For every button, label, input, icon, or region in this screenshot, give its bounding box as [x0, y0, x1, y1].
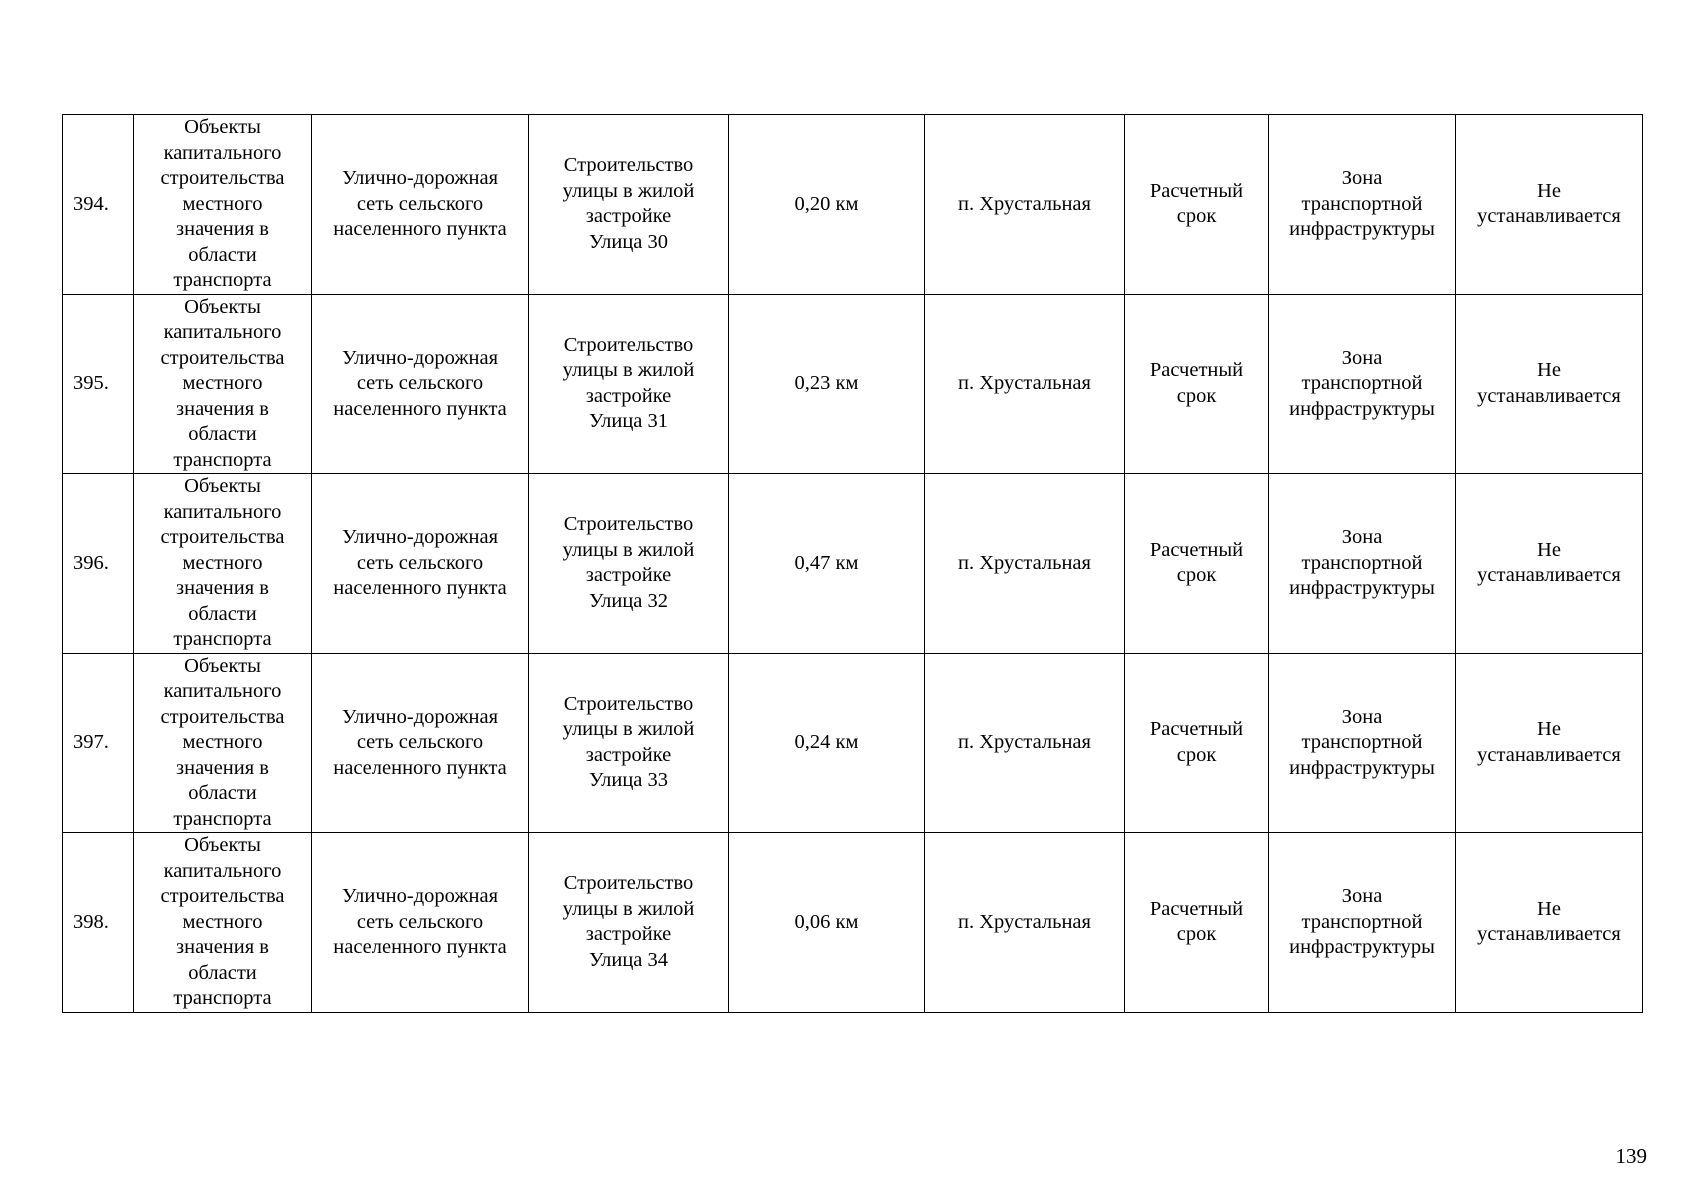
table-row: [63, 833, 1643, 1013]
description-cell: Строительство улицы в жилой застройке Улица 30: [529, 115, 729, 295]
object-type-cell: Объекты капитального строительства местного значения в области транспорта: [134, 833, 312, 1013]
term-cell: Расчетный срок: [1125, 294, 1269, 474]
location-cell: п. Хрустальная: [925, 115, 1125, 295]
row-number: 395.: [63, 294, 134, 474]
location-cell: п. Хрустальная: [925, 833, 1125, 1013]
zone-cell: Зона транспортной инфраструктуры: [1269, 653, 1456, 833]
description-cell: Строительство улицы в жилой застройке Улица 33: [529, 653, 729, 833]
row-number: 394.: [63, 115, 134, 295]
restriction-cell: Не устанавливается: [1456, 294, 1643, 474]
length-cell: 0,06 км: [729, 833, 925, 1013]
object-type-cell: Объекты капитального строительства местного значения в области транспорта: [134, 653, 312, 833]
restriction-cell: Не устанавливается: [1456, 833, 1643, 1013]
object-type-cell: Объекты капитального строительства местного значения в области транспорта: [134, 474, 312, 654]
objects-table: [62, 114, 1643, 1013]
location-cell: п. Хрустальная: [925, 294, 1125, 474]
length-cell: 0,47 км: [729, 474, 925, 654]
description-cell: Строительство улицы в жилой застройке Улица 31: [529, 294, 729, 474]
category-cell: Улично-дорожная сеть сельского населенного пункта: [312, 474, 529, 654]
table-row: [63, 115, 1643, 295]
location-cell: п. Хрустальная: [925, 474, 1125, 654]
category-cell: Улично-дорожная сеть сельского населенного пункта: [312, 653, 529, 833]
object-type-cell: Объекты капитального строительства местного значения в области транспорта: [134, 294, 312, 474]
table-row: [63, 294, 1643, 474]
restriction-cell: Не устанавливается: [1456, 115, 1643, 295]
category-cell: Улично-дорожная сеть сельского населенного пункта: [312, 294, 529, 474]
zone-cell: Зона транспортной инфраструктуры: [1269, 294, 1456, 474]
category-cell: Улично-дорожная сеть сельского населенного пункта: [312, 833, 529, 1013]
page-number: 139: [1615, 1144, 1647, 1168]
length-cell: 0,24 км: [729, 653, 925, 833]
zone-cell: Зона транспортной инфраструктуры: [1269, 115, 1456, 295]
description-cell: Строительство улицы в жилой застройке Улица 32: [529, 474, 729, 654]
description-cell: Строительство улицы в жилой застройке Улица 34: [529, 833, 729, 1013]
object-type-cell: Объекты капитального строительства местного значения в области транспорта: [134, 115, 312, 295]
term-cell: Расчетный срок: [1125, 115, 1269, 295]
row-number: 396.: [63, 474, 134, 654]
length-cell: 0,23 км: [729, 294, 925, 474]
category-cell: Улично-дорожная сеть сельского населенного пункта: [312, 115, 529, 295]
term-cell: Расчетный срок: [1125, 653, 1269, 833]
term-cell: Расчетный срок: [1125, 833, 1269, 1013]
length-cell: 0,20 км: [729, 115, 925, 295]
zone-cell: Зона транспортной инфраструктуры: [1269, 833, 1456, 1013]
restriction-cell: Не устанавливается: [1456, 474, 1643, 654]
zone-cell: Зона транспортной инфраструктуры: [1269, 474, 1456, 654]
row-number: 398.: [63, 833, 134, 1013]
table-row: [63, 474, 1643, 654]
restriction-cell: Не устанавливается: [1456, 653, 1643, 833]
table-row: [63, 653, 1643, 833]
term-cell: Расчетный срок: [1125, 474, 1269, 654]
location-cell: п. Хрустальная: [925, 653, 1125, 833]
row-number: 397.: [63, 653, 134, 833]
